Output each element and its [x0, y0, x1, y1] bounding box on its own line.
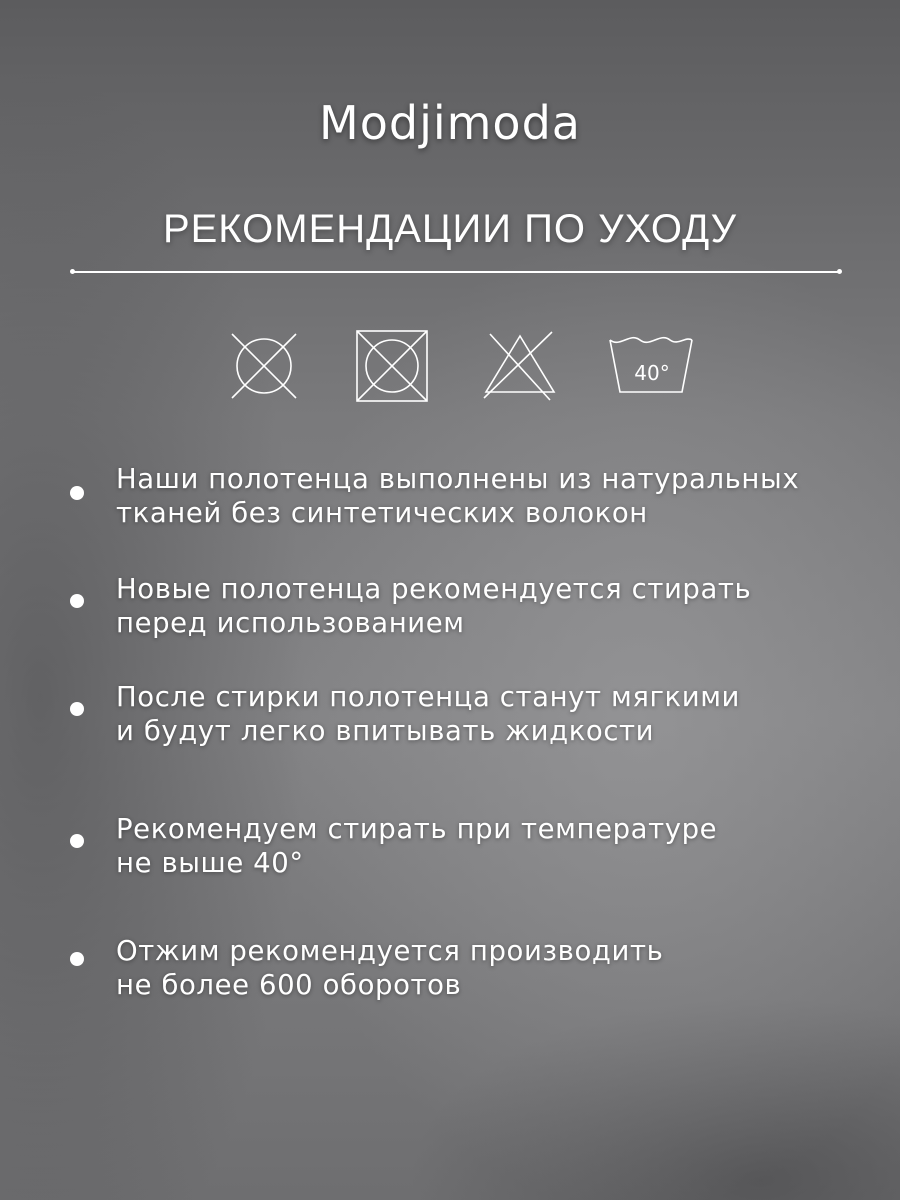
page-title: РЕКОМЕНДАЦИИ ПО УХОДУ	[162, 207, 738, 251]
wash-temperature-label: 40°	[634, 361, 670, 385]
bullet-text: Новые полотенца рекомендуется стирать перед использованием	[116, 573, 752, 639]
bullet-text: После стирки полотенца станут мягкими и будут легко впитывать жидкости	[116, 681, 741, 747]
brand-logo: Modjimoda	[319, 96, 581, 150]
bullet-dot	[70, 952, 84, 966]
bullet-dot	[70, 702, 84, 716]
bullet-text: Рекомендуем стирать при температуре не выше 40°	[116, 813, 718, 879]
bullet-dot	[70, 594, 84, 608]
bullet-dot	[70, 834, 84, 848]
bullet-text: Наши полотенца выполнены из натуральных тканей без синтетических волокон	[116, 463, 800, 529]
bullet-text: Отжим рекомендуется производить не более 600 оборотов	[116, 935, 664, 1001]
bullet-dot	[70, 486, 84, 500]
